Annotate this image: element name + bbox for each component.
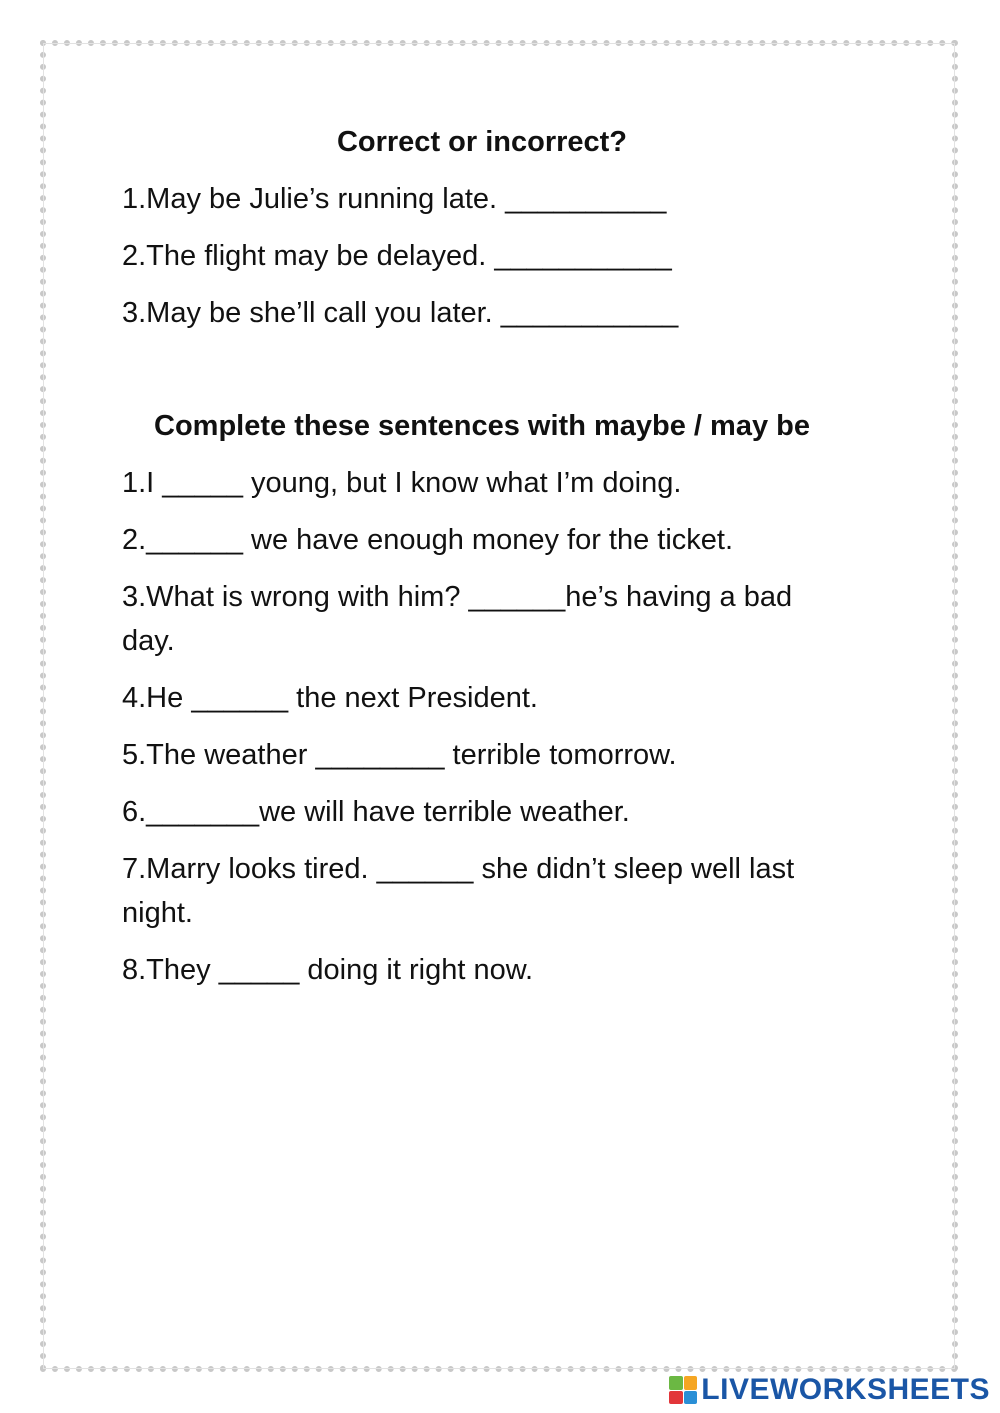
section-spacer bbox=[122, 348, 842, 404]
section-title-correct-or-incorrect: Correct or incorrect? bbox=[336, 126, 628, 158]
exercise-item[interactable]: 4.He ______ the next President. bbox=[122, 682, 538, 714]
exercise-item[interactable]: 5.The weather ________ terrible tomorrow. bbox=[122, 739, 677, 771]
logo-square bbox=[684, 1376, 698, 1390]
worksheet-content bbox=[122, 120, 842, 1005]
exercise-item[interactable]: 3.May be she’ll call you later. ___________ bbox=[122, 297, 679, 329]
logo-square bbox=[669, 1391, 683, 1405]
exercise-item[interactable]: 7.Marry looks tired. ______ she didn’t sleep well last night. bbox=[122, 853, 795, 929]
exercise-item[interactable]: 2.______ we have enough money for the ticket. bbox=[122, 524, 734, 556]
logo-square bbox=[684, 1391, 698, 1405]
exercise-item[interactable]: 6._______we will have terrible weather. bbox=[122, 796, 630, 828]
exercise-item[interactable]: 3.What is wrong with him? ______he’s having a bad day. bbox=[122, 581, 793, 657]
exercise-item[interactable]: 2.The flight may be delayed. ___________ bbox=[122, 240, 672, 272]
logo-text: LIVEWORKSHEETS bbox=[701, 1373, 990, 1406]
logo-square bbox=[669, 1376, 683, 1390]
exercise-item[interactable]: 8.They _____ doing it right now. bbox=[122, 954, 534, 986]
exercise-item[interactable]: 1.May be Julie’s running late. __________ bbox=[122, 183, 667, 215]
logo-icon bbox=[669, 1376, 697, 1404]
exercise-item[interactable]: 1.I _____ young, but I know what I’m doing. bbox=[122, 467, 682, 499]
section-title-complete-sentences: Complete these sentences with maybe / may be bbox=[154, 410, 810, 442]
liveworksheets-logo bbox=[669, 1373, 990, 1407]
